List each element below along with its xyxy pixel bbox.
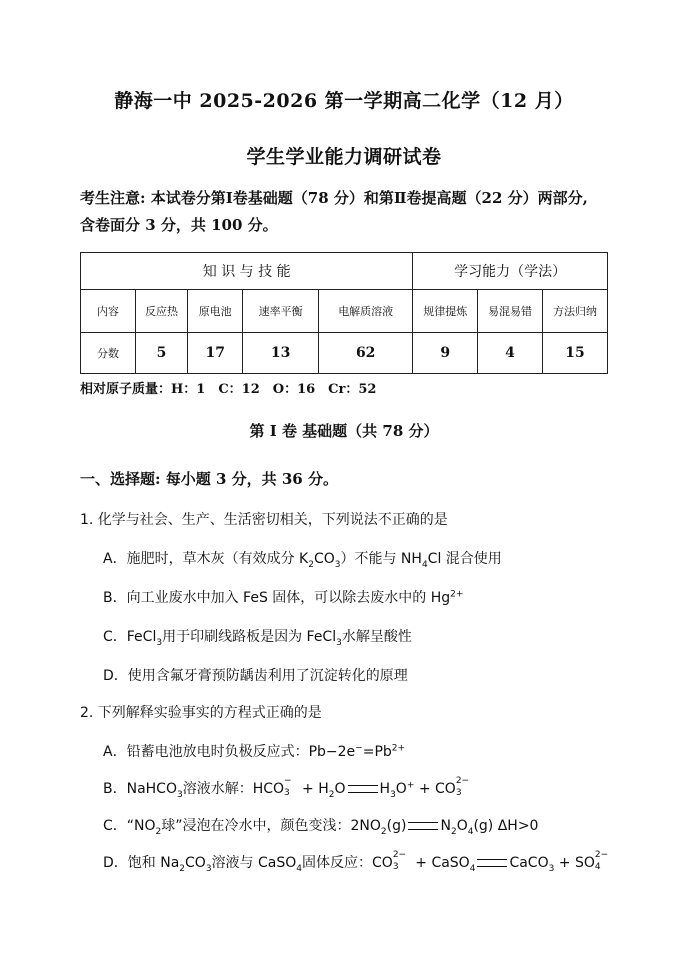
question-2-option-b: B．NaHCO$_3$溶液水解：HCO − 3 + $H_2O$ $H_3O^+$ + CO 2− 3: [103, 776, 470, 800]
score-value: 13: [243, 333, 319, 374]
question-2-option-c: C．“$NO_2$球”浸泡在冷水中，颜色变浅：$2NO_2(g)$ $N_2O_4(g)$ ΔH>0: [103, 818, 539, 837]
notice-line2: 含卷面分 3 分，共 100 分。: [80, 216, 278, 234]
col-easily-confused: 易混易错: [478, 290, 543, 333]
group-knowledge-skills: 知 识 与 技 能: [81, 253, 413, 290]
group-learning-ability: 学习能力（学法）: [413, 253, 608, 290]
row-label-score: 分数: [81, 333, 136, 374]
question-2-option-a: A．铅蓄电池放电时负极反应式：$Pb-2e^-=Pb^{2+}$: [103, 743, 406, 760]
atomic-masses: 相对原子质量：H：1 C：12 O：16 Cr：52: [80, 382, 377, 397]
question-2-stem: 2. 下列解释实验事实的方程式正确的是: [80, 705, 322, 721]
score-value: 4: [478, 333, 543, 374]
equilibrium-arrow: [477, 859, 507, 867]
part-title: 一、选择题: 每小题 3 分，共 36 分。: [80, 470, 338, 488]
col-reaction-heat: 反应热: [136, 290, 188, 333]
score-value: 62: [319, 333, 413, 374]
exam-title-line2: 学生学业能力调研试卷: [246, 146, 442, 168]
score-value: 9: [413, 333, 478, 374]
equilibrium-arrow: [408, 822, 438, 830]
equilibrium-arrow: [348, 785, 378, 793]
col-method-summary: 方法归纳: [542, 290, 607, 333]
exam-title-line1: 静海一中 2025-2026 第一学期高二化学（12 月）: [114, 90, 574, 112]
col-electrolyte-solution: 电解质溶液: [319, 290, 413, 333]
question-1-stem: 1. 化学与社会、生产、生活密切相关，下列说法不正确的是: [80, 512, 448, 528]
row-label-content: 内容: [81, 290, 136, 333]
question-1-option-b: B．向工业废水中加入 FeS 固体，可以除去废水中的 $Hg^{2+}$: [103, 589, 464, 606]
score-value: 15: [542, 333, 607, 374]
col-rule-extraction: 规律提炼: [413, 290, 478, 333]
question-2-option-d: D．饱和 $Na_2CO_3$溶液与 CaSO$_4$固体反应：CO 2− 3 + CaSO$_4$ CaCO$_3$ + SO 2− 4: [103, 850, 609, 874]
col-rate-equilibrium: 速率平衡: [243, 290, 319, 333]
notice-line1: 考生注意: 本试卷分第Ⅰ卷基础题（78 分）和第Ⅱ卷提高题（22 分）两部分,: [80, 189, 588, 207]
question-1-option-c: C．FeCl$_3$用于印刷线路板是因为 FeCl$_3$水解呈酸性: [103, 629, 412, 648]
score-value: 5: [136, 333, 188, 374]
question-1-option-a: A．施肥时，草木灰（有效成分 $K_2CO_3$）不能与 $NH_4Cl$ 混合使用: [103, 551, 502, 570]
question-1-option-d: D．使用含氟牙膏预防龋齿利用了沉淀转化的原理: [103, 668, 408, 684]
section-title: 第 I 卷 基础题（共 78 分）: [249, 422, 439, 440]
score-value: 17: [188, 333, 243, 374]
score-table: [80, 252, 608, 374]
col-galvanic-cell: 原电池: [188, 290, 243, 333]
